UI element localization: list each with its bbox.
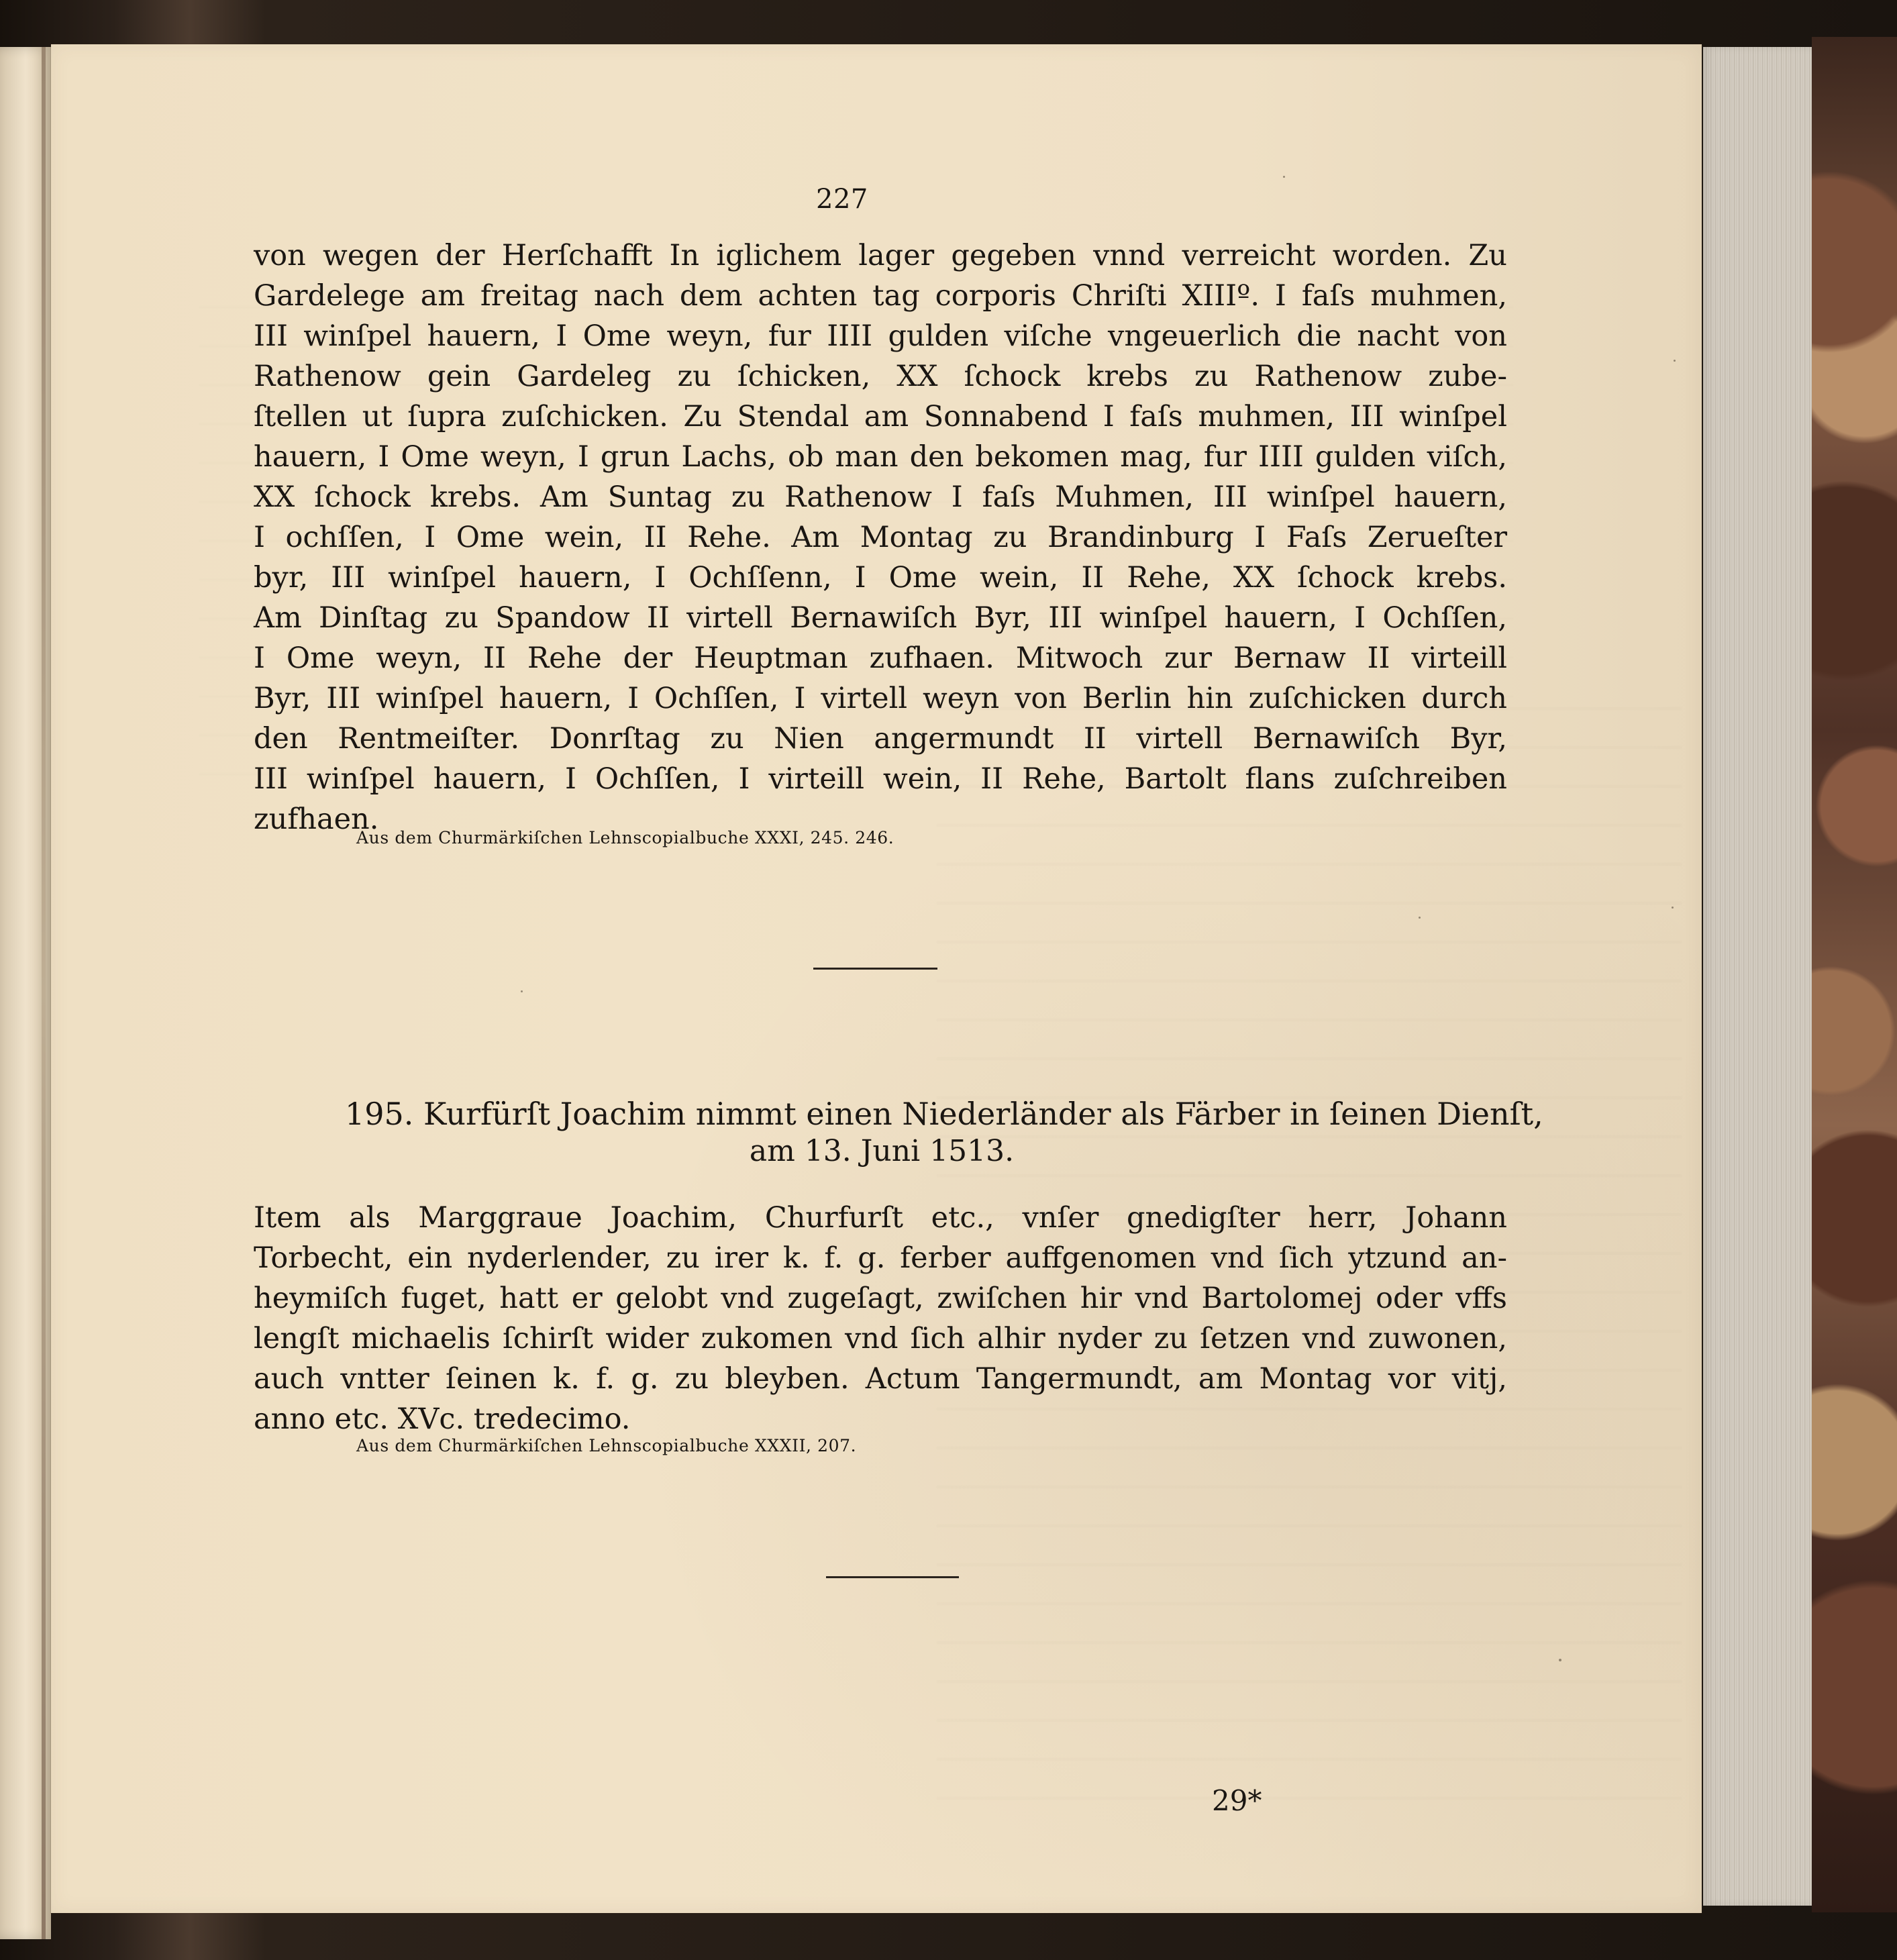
page-number: 227 — [816, 184, 868, 215]
section-divider — [813, 968, 937, 970]
section-194-line-8: I ochſſen, I Ome wein, II Rehe. Am Montag zu Brandinburg I Faſs Zerueſter — [254, 521, 1507, 554]
section-194-line-13: den Rentmeiſter. Donrſtag zu Nien angermundt II virtell Bernawiſch Byr, — [254, 722, 1507, 756]
book-spine-shadow — [42, 47, 46, 1939]
section-194-line-1: von wegen der Herſchafft In iglichem lager gegeben vnnd verreicht worden. Zu — [254, 239, 1507, 272]
section-194-line-6: hauern, I Ome weyn, I grun Lachs, ob man den bekomen mag, fur IIII gulden viſch, — [254, 440, 1507, 474]
section-195-line-6: anno etc. XVc. tredecimo. — [254, 1402, 631, 1436]
section-194-line-7: XX ſchock krebs. Am Suntag zu Rathenow I faſs Muhmen, III winſpel hauern, — [254, 480, 1507, 514]
section-195-line-2: Torbecht, ein nyderlender, zu irer k. f. g. ferber auffgenomen vnd ſich ytzund an- — [254, 1241, 1507, 1275]
book-cover-edge — [1812, 37, 1897, 1912]
section-195-line-3: heymiſch fuget, hatt er gelobt vnd zugeſagt, zwiſchen hir vnd Bartolomej oder vffs — [254, 1282, 1507, 1315]
footer-page-number: 29* — [1212, 1784, 1262, 1817]
section-194-line-12: Byr, III winſpel hauern, I Ochſſen, I virtell weyn von Berlin hin zuſchicken durch — [254, 682, 1507, 715]
ink-mark — [1672, 907, 1674, 909]
section-194-line-11: I Ome weyn, II Rehe der Heuptman zufhaen. Mitwoch zur Bernaw II virteill — [254, 641, 1507, 675]
bottom-divider — [826, 1576, 959, 1578]
section-195-source: Aus dem Churmärkiſchen Lehnscopialbuche XXXII, 207. — [356, 1436, 857, 1455]
section-194-line-5: ſtellen ut ſupra zuſchicken. Zu Stendal am Sonnabend I faſs muhmen, III winſpel — [254, 400, 1507, 433]
ink-mark — [1419, 917, 1421, 919]
section-194-line-3: III winſpel hauern, I Ome weyn, fur IIII gulden viſche vngeuerlich die nacht von — [254, 319, 1507, 353]
ink-mark — [1559, 1659, 1561, 1661]
ink-mark — [521, 990, 523, 992]
section-195-line-5: auch vntter ſeinen k. f. g. zu bleyben. Actum Tangermundt, am Montag vor vitj, — [254, 1362, 1507, 1396]
section-194-line-10: Am Dinſtag zu Spandow II virtell Bernawiſch Byr, III winſpel hauern, I Ochſſen, — [254, 601, 1507, 635]
section-194-line-2: Gardelege am freitag nach dem achten tag corporis Chriſti XIIIº. I faſs muhmen, — [254, 279, 1507, 313]
section-194-source: Aus dem Churmärkiſchen Lehnscopialbuche XXXI, 245. 246. — [356, 828, 894, 847]
section-195-heading-line-2: am 13. Juni 1513. — [749, 1134, 1015, 1168]
section-194-line-14: III winſpel hauern, I Ochſſen, I virteill wein, II Rehe, Bartolt flans zuſchreiben — [254, 762, 1507, 796]
section-195-line-1: Item als Marggraue Joachim, Churfurſt etc., vnſer gnedigſter herr, Johann — [254, 1201, 1507, 1235]
section-194-line-15: zufhaen. — [254, 803, 379, 836]
ink-mark — [1674, 360, 1676, 362]
section-194-line-4: Rathenow gein Gardeleg zu ſchicken, XX ſchock krebs zu Rathenow zube- — [254, 360, 1507, 393]
document-page — [51, 44, 1702, 1913]
section-195-line-4: lengſt michaelis ſchirſt wider zukomen vnd ſich alhir nyder zu ſetzen vnd zuwonen, — [254, 1322, 1507, 1355]
section-194-line-9: byr, III winſpel hauern, I Ochſſenn, I Ome wein, II Rehe, XX ſchock krebs. — [254, 561, 1507, 595]
section-195-heading-line-1: 195. Kurfürſt Joachim nimmt einen Niederländer als Färber in ſeinen Dienſt, — [345, 1096, 1543, 1132]
ink-mark — [1283, 176, 1285, 178]
